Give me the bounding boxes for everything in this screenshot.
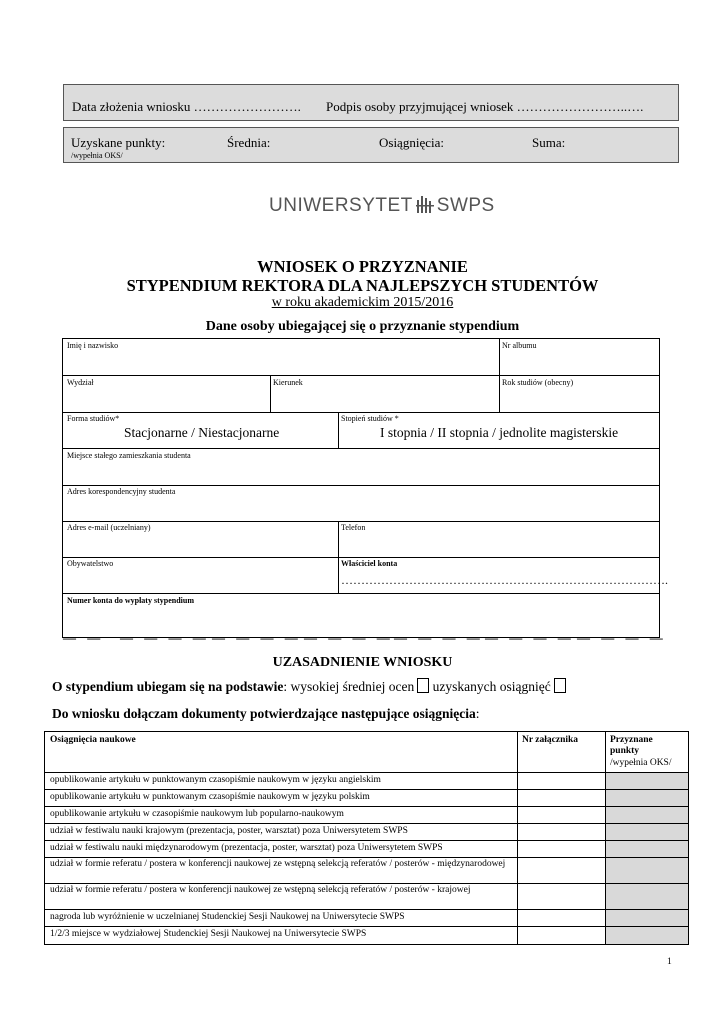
table-row: opublikowanie artykułu w punktowanym czasopiśmie naukowym w języku polskim: [50, 792, 370, 802]
account-owner-label: Właściciel konta: [341, 559, 398, 568]
col-header-points-note: /wypełnia OKS/: [610, 758, 672, 768]
points-column-shading: [605, 772, 688, 944]
academic-year: w roku akademickim 2015/2016: [271, 295, 454, 310]
personal-data-heading: Dane osoby ubiegającej się o przyznanie stypendium: [205, 319, 520, 334]
achievements-points-label: Osiągnięcia:: [379, 135, 444, 150]
achievements-checkbox[interactable]: [554, 678, 566, 693]
justification-heading: UZASADNIENIE WNIOSKU: [272, 655, 453, 670]
study-degree-label: Stopień studiów *: [341, 414, 399, 423]
basis-option-achievements: uzyskanych osiągnięć: [432, 679, 551, 694]
form-title-line1: WNIOSEK O PRZYZNANIE: [257, 257, 468, 276]
account-digit-group-3[interactable]: — — — —: [212, 630, 302, 645]
album-number-label: Nr albumu: [502, 341, 537, 350]
account-digit-group-4[interactable]: — — — —: [304, 630, 394, 645]
account-digit-group-5[interactable]: — — — —: [394, 630, 484, 645]
account-digit-group-2[interactable]: — — — —: [120, 630, 210, 645]
points-label: Uzyskane punkty:: [71, 135, 166, 150]
logo-text-right: SWPS: [436, 195, 495, 216]
table-row: nagroda lub wyróżnienie w uczelnianej Studenckiej Sesji Naukowej na Uniwersytecie SWPS: [50, 912, 405, 922]
sum-label: Suma:: [532, 135, 566, 150]
form-title-line2: STYPENDIUM REKTORA DLA NAJLEPSZYCH STUDENTÓW: [126, 276, 599, 295]
table-row: udział w formie referatu / postera w konferencji naukowej ze wstępną selekcją referatów / posterów - międzynarodowej: [50, 859, 506, 869]
correspondence-address-label: Adres korespondencyjny studenta: [67, 487, 176, 496]
citizenship-label: Obywatelstwo: [67, 559, 114, 568]
phone-label: Telefon: [341, 523, 366, 532]
scholarship-basis-line: [52, 678, 566, 695]
study-degree-options[interactable]: I stopnia / II stopnia / jednolite magisterskie: [380, 425, 619, 440]
page-number: 1: [667, 957, 672, 967]
personal-data-form: [62, 338, 668, 638]
study-form-label: Forma studiów*: [67, 414, 120, 423]
attachments-line: [52, 706, 480, 722]
account-owner-dots[interactable]: ……………………………………………………………………….: [341, 573, 668, 587]
table-row: udział w festiwalu nauki krajowym (prezentacja, poster, warsztat) poza Uniwersytetem SWPS: [50, 826, 408, 836]
table-row: opublikowanie artykułu w punktowanym czasopiśmie naukowym w języku angielskim: [50, 775, 381, 785]
submission-date-label: Data złożenia wniosku …………………….: [72, 99, 301, 114]
basis-option-grades: : wysokiej średniej ocen: [283, 679, 415, 694]
col-header-achievement: Osiągnięcia naukowe: [50, 735, 136, 745]
table-row: 1/2/3 miejsce w wydziałowej Studenckiej Sesji Naukowej na Uniwersytecie SWPS: [50, 929, 367, 939]
table-row: udział w festiwalu nauki międzynarodowym (prezentacja, poster, warsztat) poza Uniwersytetem SWPS: [50, 843, 443, 853]
points-box: [63, 127, 679, 163]
table-row: udział w formie referatu / postera w konferencji naukowej ze wstępną selekcją referatów / posterów - krajowej: [50, 885, 471, 895]
average-label: Średnia:: [227, 135, 271, 150]
basis-bold-text: O stypendium ubiegam się na podstawie: [52, 679, 284, 694]
logo-text-left: UNIWERSYTET: [269, 195, 413, 216]
faculty-label: Wydział: [67, 378, 94, 387]
name-field-label: Imię i nazwisko: [67, 341, 119, 350]
account-digit-group-1[interactable]: — —: [63, 630, 105, 645]
account-digit-group-6[interactable]: — — — —: [485, 630, 575, 645]
col-header-points: Przyznane punkty: [610, 735, 653, 756]
residence-label: Miejsce stałego zamieszkania studenta: [67, 451, 191, 460]
study-year-label: Rok studiów (obecny): [502, 378, 574, 387]
achievements-table: [44, 731, 689, 945]
email-label: Adres e-mail (uczelniany): [67, 523, 151, 532]
bank-account-label: Numer konta do wypłaty stypendium: [67, 596, 194, 605]
filled-by-oks-note: /wypełnia OKS/: [71, 151, 123, 160]
account-digit-group-7[interactable]: — — — —: [577, 630, 667, 645]
receiver-signature-label: Podpis osoby przyjmującej wniosek ……………………..….: [326, 99, 644, 114]
swps-emblem-icon: [416, 196, 434, 213]
attachments-colon: :: [475, 706, 480, 721]
attachments-bold-text: Do wniosku dołączam dokumenty potwierdzające następujące osiągnięcia: [52, 706, 476, 721]
university-logo: [269, 195, 495, 217]
grades-checkbox[interactable]: [417, 678, 429, 693]
table-row: opublikowanie artykułu w czasopiśmie naukowym lub popularno-naukowym: [50, 809, 344, 819]
study-form-options[interactable]: Stacjonarne / Niestacjonarne: [124, 425, 280, 440]
col-header-attachment: Nr załącznika: [522, 735, 579, 745]
submission-info-box: [63, 84, 679, 121]
major-label: Kierunek: [273, 378, 303, 387]
